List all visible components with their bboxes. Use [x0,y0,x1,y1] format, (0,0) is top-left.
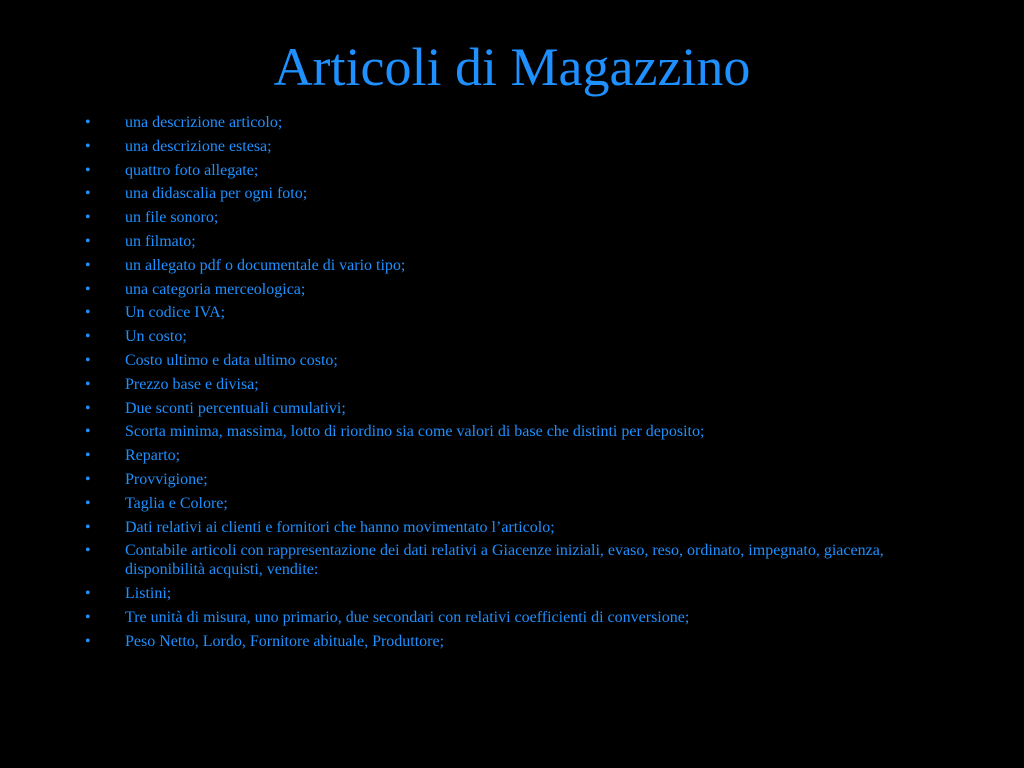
bullet-text: Peso Netto, Lordo, Fornitore abituale, Produttore; [125,632,445,650]
bullet-item [85,303,925,322]
bullet-text: Un costo; [125,328,187,346]
bullet-marker: • [85,328,91,346]
bullet-text: Scorta minima, massima, lotto di riordino sia come valori di base che distinti per deposito; [125,423,705,441]
bullet-item [85,113,925,132]
bullet-text: un filmato; [125,232,196,250]
bullet-marker: • [85,399,91,417]
bullet-text: Un codice IVA; [125,304,226,322]
bullet-marker: • [85,423,91,441]
bullet-text: Reparto; [125,447,181,465]
bullet-item [85,256,925,275]
bullet-text: Dati relativi ai clienti e fornitori che hanno movimentato l’articolo; [125,518,555,536]
bullet-item [85,280,925,299]
bullet-item [85,327,925,346]
bullet-text: Taglia e Colore; [125,494,228,512]
bullet-marker: • [85,518,91,536]
bullet-text: quattro foto allegate; [125,161,259,179]
bullet-marker: • [85,375,91,393]
bullet-marker: • [85,447,91,465]
bullet-marker: • [85,351,91,369]
bullet-marker: • [85,161,91,179]
bullet-item [85,137,925,156]
bullet-text: una descrizione articolo; [125,114,283,131]
bullet-text: Costo ultimo e data ultimo costo; [125,351,338,369]
bullet-item [85,399,925,418]
bullet-item [85,470,925,489]
slide-title: Articoli di Magazzino [273,37,751,97]
bullet-item [85,632,925,651]
bullet-marker: • [85,304,91,322]
bullet-text: Provvigione; [125,470,208,488]
bullet-item [85,541,925,579]
bullet-marker: • [85,114,91,131]
bullet-marker: • [85,632,91,650]
bullet-marker: • [85,470,91,488]
bullet-marker: • [85,280,91,298]
bullet-item [85,494,925,513]
bullet-text: un file sonoro; [125,209,219,227]
bullet-marker: • [85,542,91,560]
bullet-item [85,375,925,394]
bullet-item [85,208,925,227]
bullet-marker: • [85,232,91,250]
bullet-marker: • [85,608,91,626]
bullet-marker: • [85,185,91,203]
bullet-item [85,422,925,441]
bullet-text: un allegato pdf o documentale di vario tipo; [125,256,406,274]
bullet-text: Due sconti percentuali cumulativi; [125,399,346,417]
bullet-list [85,113,925,656]
bullet-item [85,351,925,370]
bullet-item [85,584,925,603]
bullet-text: Prezzo base e divisa; [125,375,259,393]
bullet-text: una descrizione estesa; [125,137,272,155]
bullet-item [85,518,925,537]
bullet-marker: • [85,209,91,227]
bullet-text: una didascalia per ogni foto; [125,185,308,203]
bullet-item [85,161,925,180]
bullet-marker: • [85,256,91,274]
bullet-item [85,232,925,251]
bullet-text: Contabile articoli con rappresentazione dei dati relativi a Giacenze iniziali, evaso, reso, ordinato, impegnato, giacenza, disponibilità acquisti, vendite: [125,542,884,579]
bullet-item [85,184,925,203]
bullet-item [85,446,925,465]
bullet-marker: • [85,494,91,512]
bullet-item [85,608,925,627]
bullet-marker: • [85,137,91,155]
bullet-text: Listini; [125,585,172,603]
bullet-marker: • [85,585,91,603]
bullet-text: Tre unità di misura, uno primario, due secondari con relativi coefficienti di conversione; [125,608,690,626]
bullet-text: una categoria merceologica; [125,280,306,298]
